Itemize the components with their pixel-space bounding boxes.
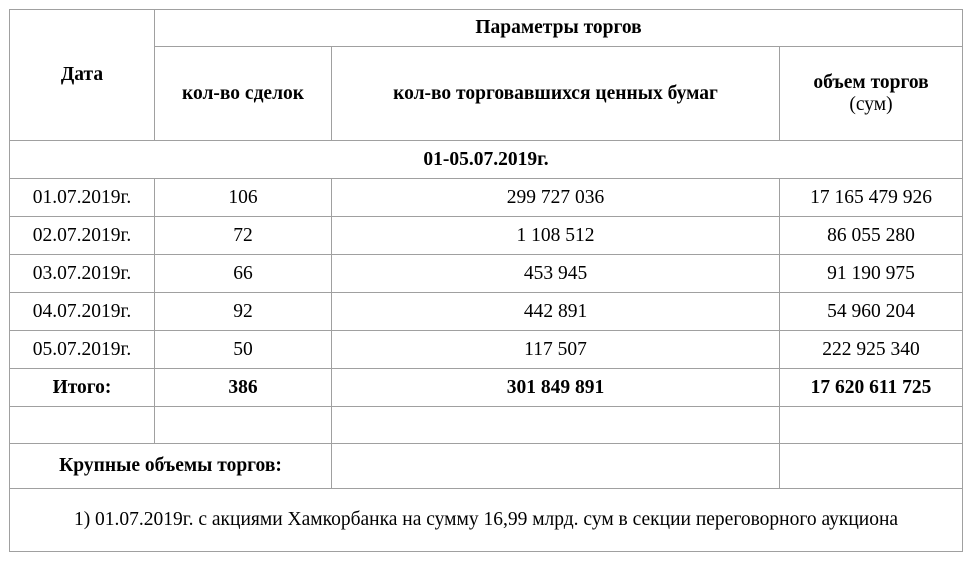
date-column-header: Дата <box>10 10 155 141</box>
deals-count-header: кол-во сделок <box>155 47 332 141</box>
row-volume: 54 960 204 <box>780 293 963 331</box>
empty-cell <box>780 444 963 489</box>
row-date: 01.07.2019г. <box>10 179 155 217</box>
total-securities: 301 849 891 <box>332 369 780 407</box>
table-row <box>10 217 963 255</box>
row-date: 05.07.2019г. <box>10 331 155 369</box>
empty-cell <box>332 444 780 489</box>
row-deals: 106 <box>155 179 332 217</box>
row-volume: 91 190 975 <box>780 255 963 293</box>
trading-params-header: Параметры торгов <box>155 10 963 47</box>
period-row <box>10 141 963 179</box>
empty-cell <box>10 407 155 444</box>
trading-summary-table <box>9 9 963 552</box>
row-securities: 442 891 <box>332 293 780 331</box>
empty-cell <box>780 407 963 444</box>
large-volumes-label: Крупные объемы торгов: <box>10 444 332 489</box>
header-row-top <box>10 10 963 47</box>
total-deals: 386 <box>155 369 332 407</box>
row-date: 04.07.2019г. <box>10 293 155 331</box>
note-row <box>10 489 963 552</box>
row-volume: 17 165 479 926 <box>780 179 963 217</box>
row-date: 02.07.2019г. <box>10 217 155 255</box>
volume-header-label: объем торгов <box>813 71 929 93</box>
row-securities: 299 727 036 <box>332 179 780 217</box>
table-row <box>10 293 963 331</box>
row-securities: 453 945 <box>332 255 780 293</box>
row-deals: 50 <box>155 331 332 369</box>
row-date: 03.07.2019г. <box>10 255 155 293</box>
large-trade-note: 1) 01.07.2019г. с акциями Хамкорбанка на сумму 16,99 млрд. сум в секции переговорного аукциона <box>10 489 963 552</box>
table-row <box>10 331 963 369</box>
empty-row <box>10 407 963 444</box>
row-volume: 86 055 280 <box>780 217 963 255</box>
empty-cell <box>332 407 780 444</box>
row-securities: 117 507 <box>332 331 780 369</box>
row-deals: 66 <box>155 255 332 293</box>
securities-count-header: кол-во торговавшихся ценных бумаг <box>332 47 780 141</box>
row-volume: 222 925 340 <box>780 331 963 369</box>
large-volumes-row <box>10 444 963 489</box>
empty-cell <box>155 407 332 444</box>
row-securities: 1 108 512 <box>332 217 780 255</box>
table-row <box>10 255 963 293</box>
period-label: 01-05.07.2019г. <box>10 141 963 179</box>
total-row <box>10 369 963 407</box>
total-volume: 17 620 611 725 <box>780 369 963 407</box>
table-row <box>10 179 963 217</box>
volume-header <box>780 47 963 141</box>
row-deals: 92 <box>155 293 332 331</box>
volume-unit-label: (сум) <box>849 93 893 115</box>
row-deals: 72 <box>155 217 332 255</box>
total-label: Итого: <box>10 369 155 407</box>
